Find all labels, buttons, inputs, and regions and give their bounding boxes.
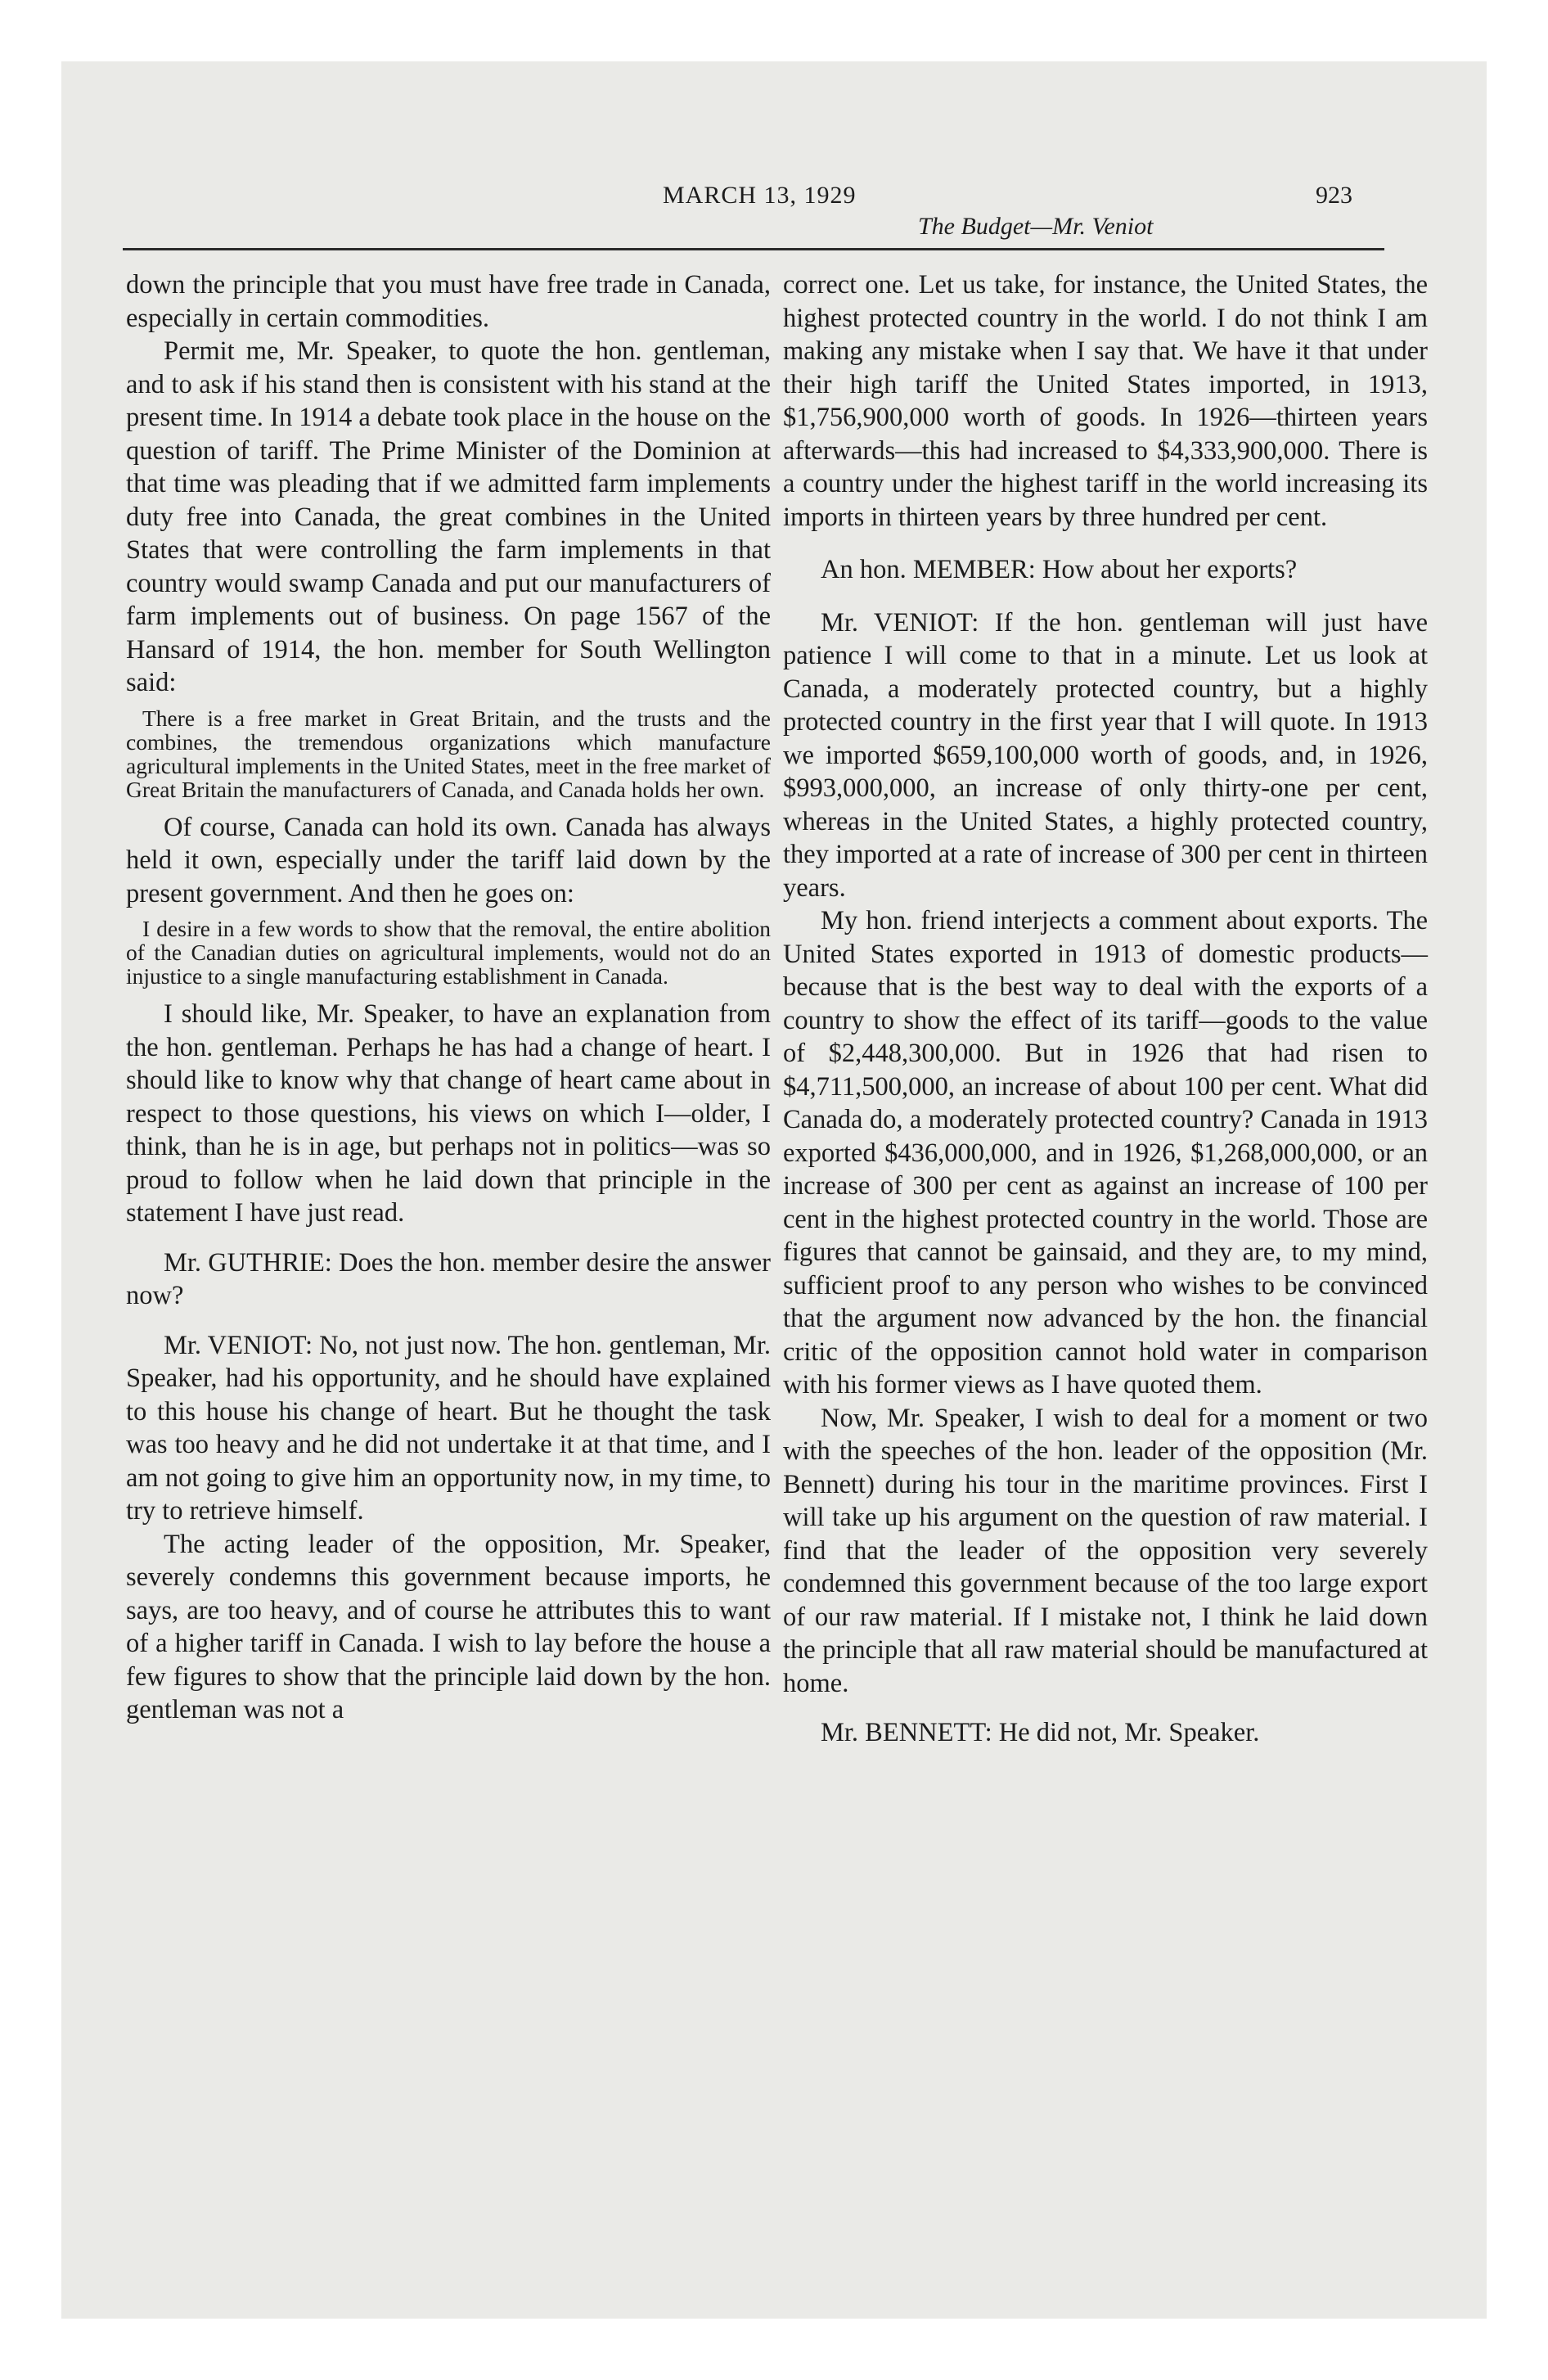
paragraph: Mr. VENIOT: If the hon. gentleman will just have patience I will come to that in a minute. Let us look at Canada, a moderately protected country, but a highly protected country in the first year that I will quote. In 1913 we imported $659,100,000 worth of goods, and, in 1926, $993,000,000, an increase of only thirty-one per cent, whereas in the United States, a highly protected country, they imported at a rate of increase of 300 per cent in thirteen years. — [783, 607, 1428, 903]
paragraph: My hon. friend interjects a comment about exports. The United States exported in 1913 of domestic products—because that is the best way to deal with the exports of a country to show the effect of its tariff—goods to the value of $2,448,300,000. But in 1926 that had risen to $4,711,500,000, an increase of about 100 per cent. What did Canada do, a moderately protected country? Canada in 1913 exported $436,000,000, and in 1926, $1,268,000,000, or an increase of 300 per cent as against an increase of 100 per cent in the highest protected country in the world. Those are figures that cannot be gainsaid, and they are, to my mind, sufficient proof to any person who wishes to be convinced that the argument now advanced by the hon. the financial critic of the opposition cannot hold water in comparison with his former views as I have quoted them. — [783, 906, 1428, 1400]
paragraph: correct one. Let us take, for instance, the United States, the highest protected country in the world. I do not think I am making any mistake when I say that. We have it that under their high tariff the United States imported, in 1913, $1,756,900,000 worth of goods. In 1926—thirteen years afterwards—this had increased to $4,333,900,000. There is a country under the highest tariff in the world increasing its imports in thirteen years by three hundred per cent. — [783, 270, 1428, 532]
paragraph: Mr. BENNETT: He did not, Mr. Speaker. — [821, 1718, 1260, 1747]
header-rule — [123, 248, 1384, 250]
page-number: 923 — [1316, 182, 1352, 209]
running-title: The Budget—Mr. Veniot — [918, 213, 1154, 240]
paragraph: Mr. GUTHRIE: Does the hon. member desire the answer now? — [126, 1247, 771, 1310]
paragraph: Mr. VENIOT: No, not just now. The hon. gentleman, Mr. Speaker, had his opportunity, and he should have explained to this house his change of heart. But he thought the task was too heavy and he did not undertake it at that time, and I am not going to give him an opportunity now, in my time, to try to retrieve himself. — [126, 1330, 771, 1526]
right-column — [783, 268, 1428, 1750]
paragraph: down the principle that you must have free trade in Canada, especially in certain commodities. — [126, 270, 771, 333]
paragraph: The acting leader of the opposition, Mr. Speaker, severely condemns this government because imports, he says, are too heavy, and of course he attributes this to want of a higher tariff in Canada. I wish to lay before the house a few figures to show that the principle laid down by the hon. gentleman was not a — [126, 1529, 771, 1724]
header-date: MARCH 13, 1929 — [663, 182, 857, 209]
paragraph: I should like, Mr. Speaker, to have an explanation from the hon. gentleman. Perhaps he has had a change of heart. I should like to know why that change of heart came about in respect to those questions, his views on which I—older, I think, than he is in age, but perhaps not in politics—was so proud to follow when he laid down that principle in the statement I have just read. — [126, 999, 771, 1228]
page-header — [0, 182, 1548, 247]
left-column — [126, 268, 771, 1727]
paragraph: Of course, Canada can hold its own. Canada has always held it own, especially under the tariff laid down by the present government. And then he goes on: — [126, 812, 771, 908]
quotation: There is a free market in Great Britain, and the trusts and the combines, the tremendous organizations which manufacture agricultural implements in the United States, meet in the free market of Great Britain the manufacturers of Canada, and Canada holds her own. — [126, 705, 771, 802]
paragraph: Now, Mr. Speaker, I wish to deal for a moment or two with the speeches of the hon. leader of the opposition (Mr. Bennett) during his tour in the maritime provinces. First I will take up his argument on the question of raw material. I find that the leader of the opposition very severely condemned this government because of the too large export of our raw material. If I mistake not, I think he laid down the principle that all raw material should be manufactured at home. — [783, 1403, 1428, 1698]
paragraph: An hon. MEMBER: How about her exports? — [821, 555, 1298, 584]
quotation: I desire in a few words to show that the removal, the entire abolition of the Canadian duties on agricultural implements, would not do an injustice to a single manufacturing establishment in Canada. — [126, 916, 771, 989]
paragraph: Permit me, Mr. Speaker, to quote the hon. gentleman, and to ask if his stand then is consistent with his stand at the present time. In 1914 a debate took place in the house on the question of tariff. The Prime Minister of the Dominion at that time was pleading that if we admitted farm implements duty free into Canada, the great combines in the United States that were controlling the farm implements in that country would swamp Canada and put our manufacturers of farm implements out of business. On page 1567 of the Hansard of 1914, the hon. member for South Wellington said: — [126, 336, 771, 697]
